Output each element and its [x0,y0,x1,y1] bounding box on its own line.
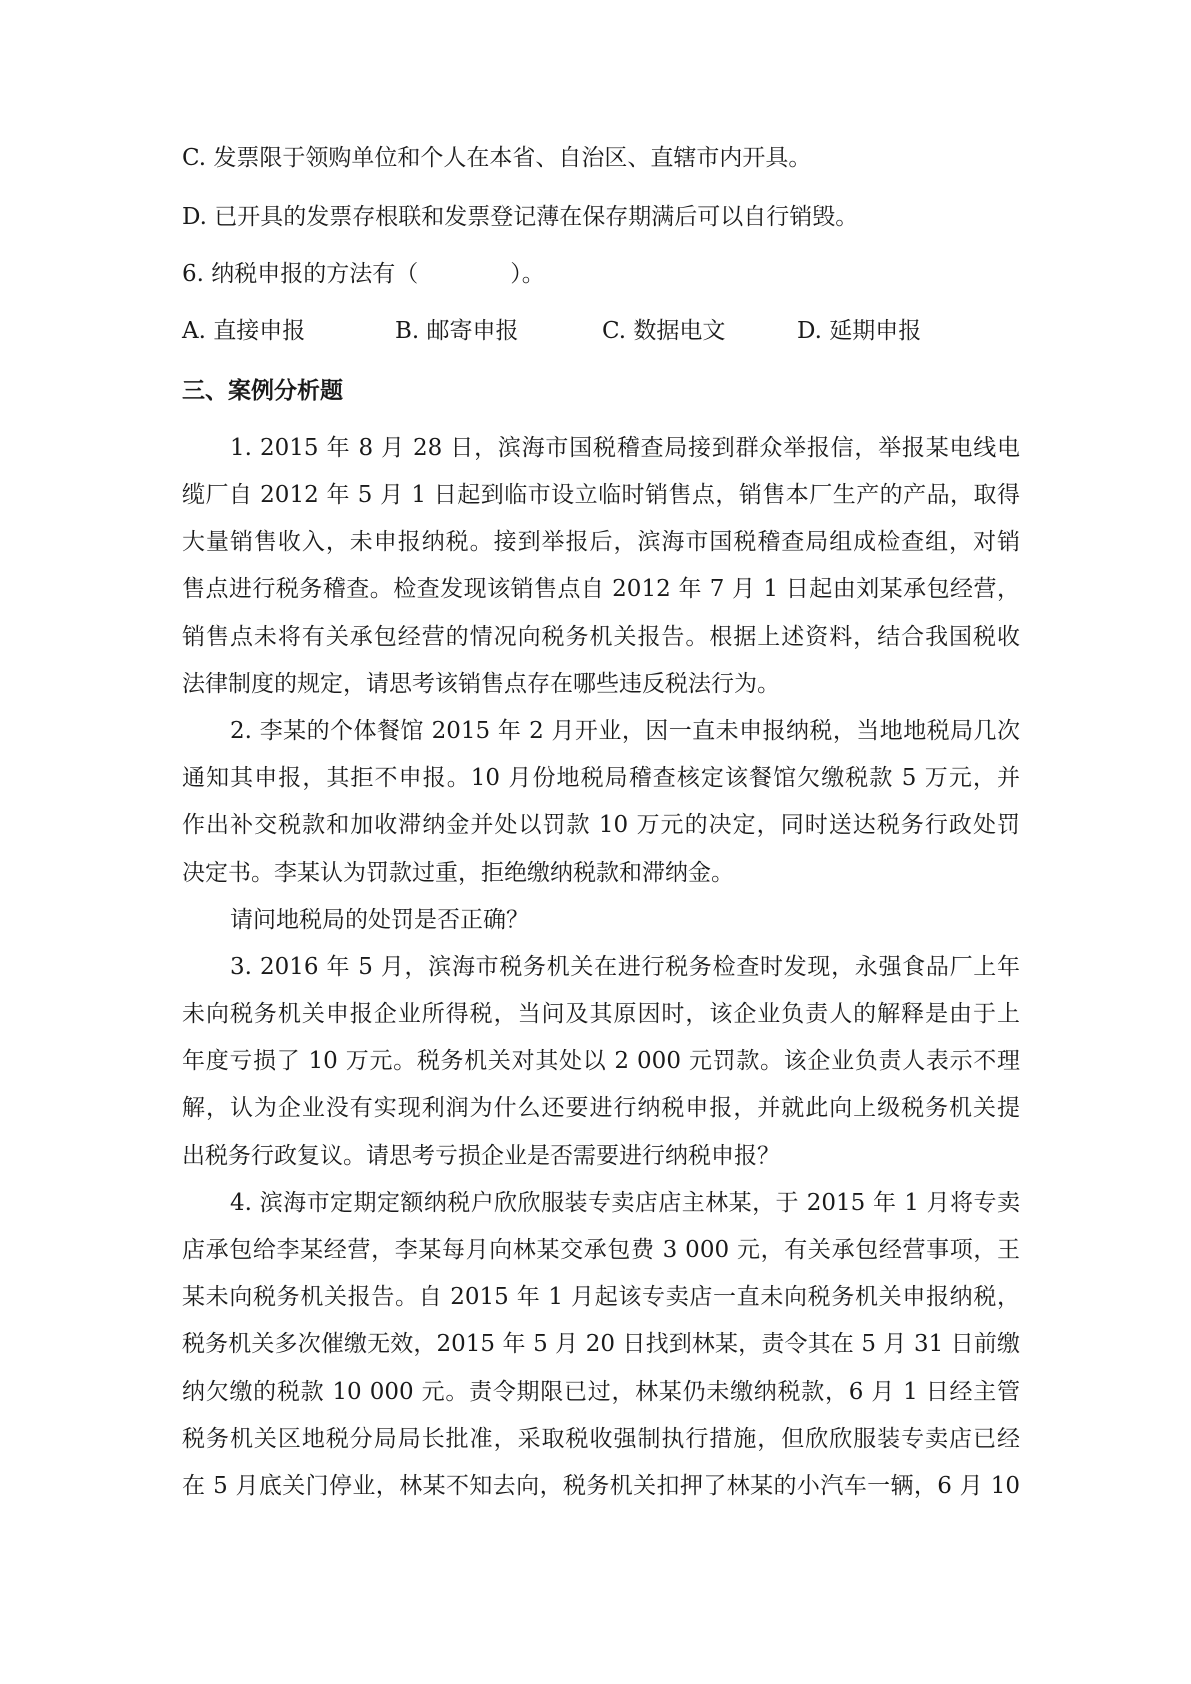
case4-line-7: 在 5 月底关门停业，林某不知去向，税务机关扣押了林某的小汽车一辆，6 月 10 [182,1473,1020,1499]
case1-line-5: 销售点未将有关承包经营的情况向税务机关报告。根据上述资料，结合我国税收 [182,624,1020,650]
case1-line-6: 法律制度的规定，请思考该销售点存在哪些违反税法行为。 [182,671,780,697]
q6-option-d: D. 延期申报 [797,318,922,344]
case4-line-4: 税务机关多次催缴无效，2015 年 5 月 20 日找到林某，责令其在 5 月 31 日前缴 [182,1331,1020,1357]
case2-line-2: 通知其申报，其拒不申报。10 月份地税局稽查核定该餐馆欠缴税款 5 万元，并 [182,765,1020,791]
case2-line-3: 作出补交税款和加收滞纳金并处以罚款 10 万元的决定，同时送达税务行政处罚 [182,812,1020,838]
case3-line-2: 未向税务机关申报企业所得税，当问及其原因时，该企业负责人的解释是由于上 [182,1001,1020,1027]
question-6-stem: 6. 纳税申报的方法有（ ）。 [182,261,545,287]
case3-line-4: 解，认为企业没有实现利润为什么还要进行纳税申报，并就此向上级税务机关提 [182,1095,1020,1121]
case4-line-1: 4. 滨海市定期定额纳税户欣欣服装专卖店店主林某，于 2015 年 1 月将专卖 [230,1190,1020,1216]
case2-line-1: 2. 李某的个体餐馆 2015 年 2 月开业，因一直未申报纳税，当地地税局几次 [230,718,1020,744]
q6-option-a: A. 直接申报 [182,318,306,344]
option-d-q5: D. 已开具的发票存根联和发票登记薄在保存期满后可以自行销毁。 [182,204,859,230]
section-heading: 三、案例分析题 [182,378,343,404]
case1-line-3: 大量销售收入，未申报纳税。接到举报后，滨海市国税稽查局组成检查组，对销 [182,529,1020,555]
q6-option-b: B. 邮寄申报 [395,318,519,344]
case1-line-1: 1. 2015 年 8 月 28 日，滨海市国税稽查局接到群众举报信，举报某电线电 [230,435,1020,461]
case4-line-6: 税务机关区地税分局局长批准，采取税收强制执行措施，但欣欣服装专卖店已经 [182,1426,1020,1452]
case2-line-4: 决定书。李某认为罚款过重，拒绝缴纳税款和滞纳金。 [182,860,734,886]
case3-line-5: 出税务行政复议。请思考亏损企业是否需要进行纳税申报？ [182,1143,780,1169]
case3-line-3: 年度亏损了 10 万元。税务机关对其处以 2 000 元罚款。该企业负责人表示不理 [182,1048,1020,1074]
option-c-q5: C. 发票限于领购单位和个人在本省、自治区、直辖市内开具。 [182,145,812,171]
case1-line-2: 缆厂自 2012 年 5 月 1 日起到临市设立临时销售点，销售本厂生产的产品，取得 [182,482,1020,508]
case4-line-3: 某未向税务机关报告。自 2015 年 1 月起该专卖店一直未向税务机关申报纳税， [182,1284,1020,1310]
case3-line-1: 3. 2016 年 5 月，滨海市税务机关在进行税务检查时发现，永强食品厂上年 [230,954,1020,980]
q6-option-c: C. 数据电文 [602,318,726,344]
case2-question: 请问地税局的处罚是否正确？ [230,907,529,933]
case4-line-5: 纳欠缴的税款 10 000 元。责令期限已过，林某仍未缴纳税款，6 月 1 日经主管 [182,1379,1020,1405]
case4-line-2: 店承包给李某经营，李某每月向林某交承包费 3 000 元，有关承包经营事项，王 [182,1237,1020,1263]
case1-line-4: 售点进行税务稽查。检查发现该销售点自 2012 年 7 月 1 日起由刘某承包经营， [182,576,1020,602]
